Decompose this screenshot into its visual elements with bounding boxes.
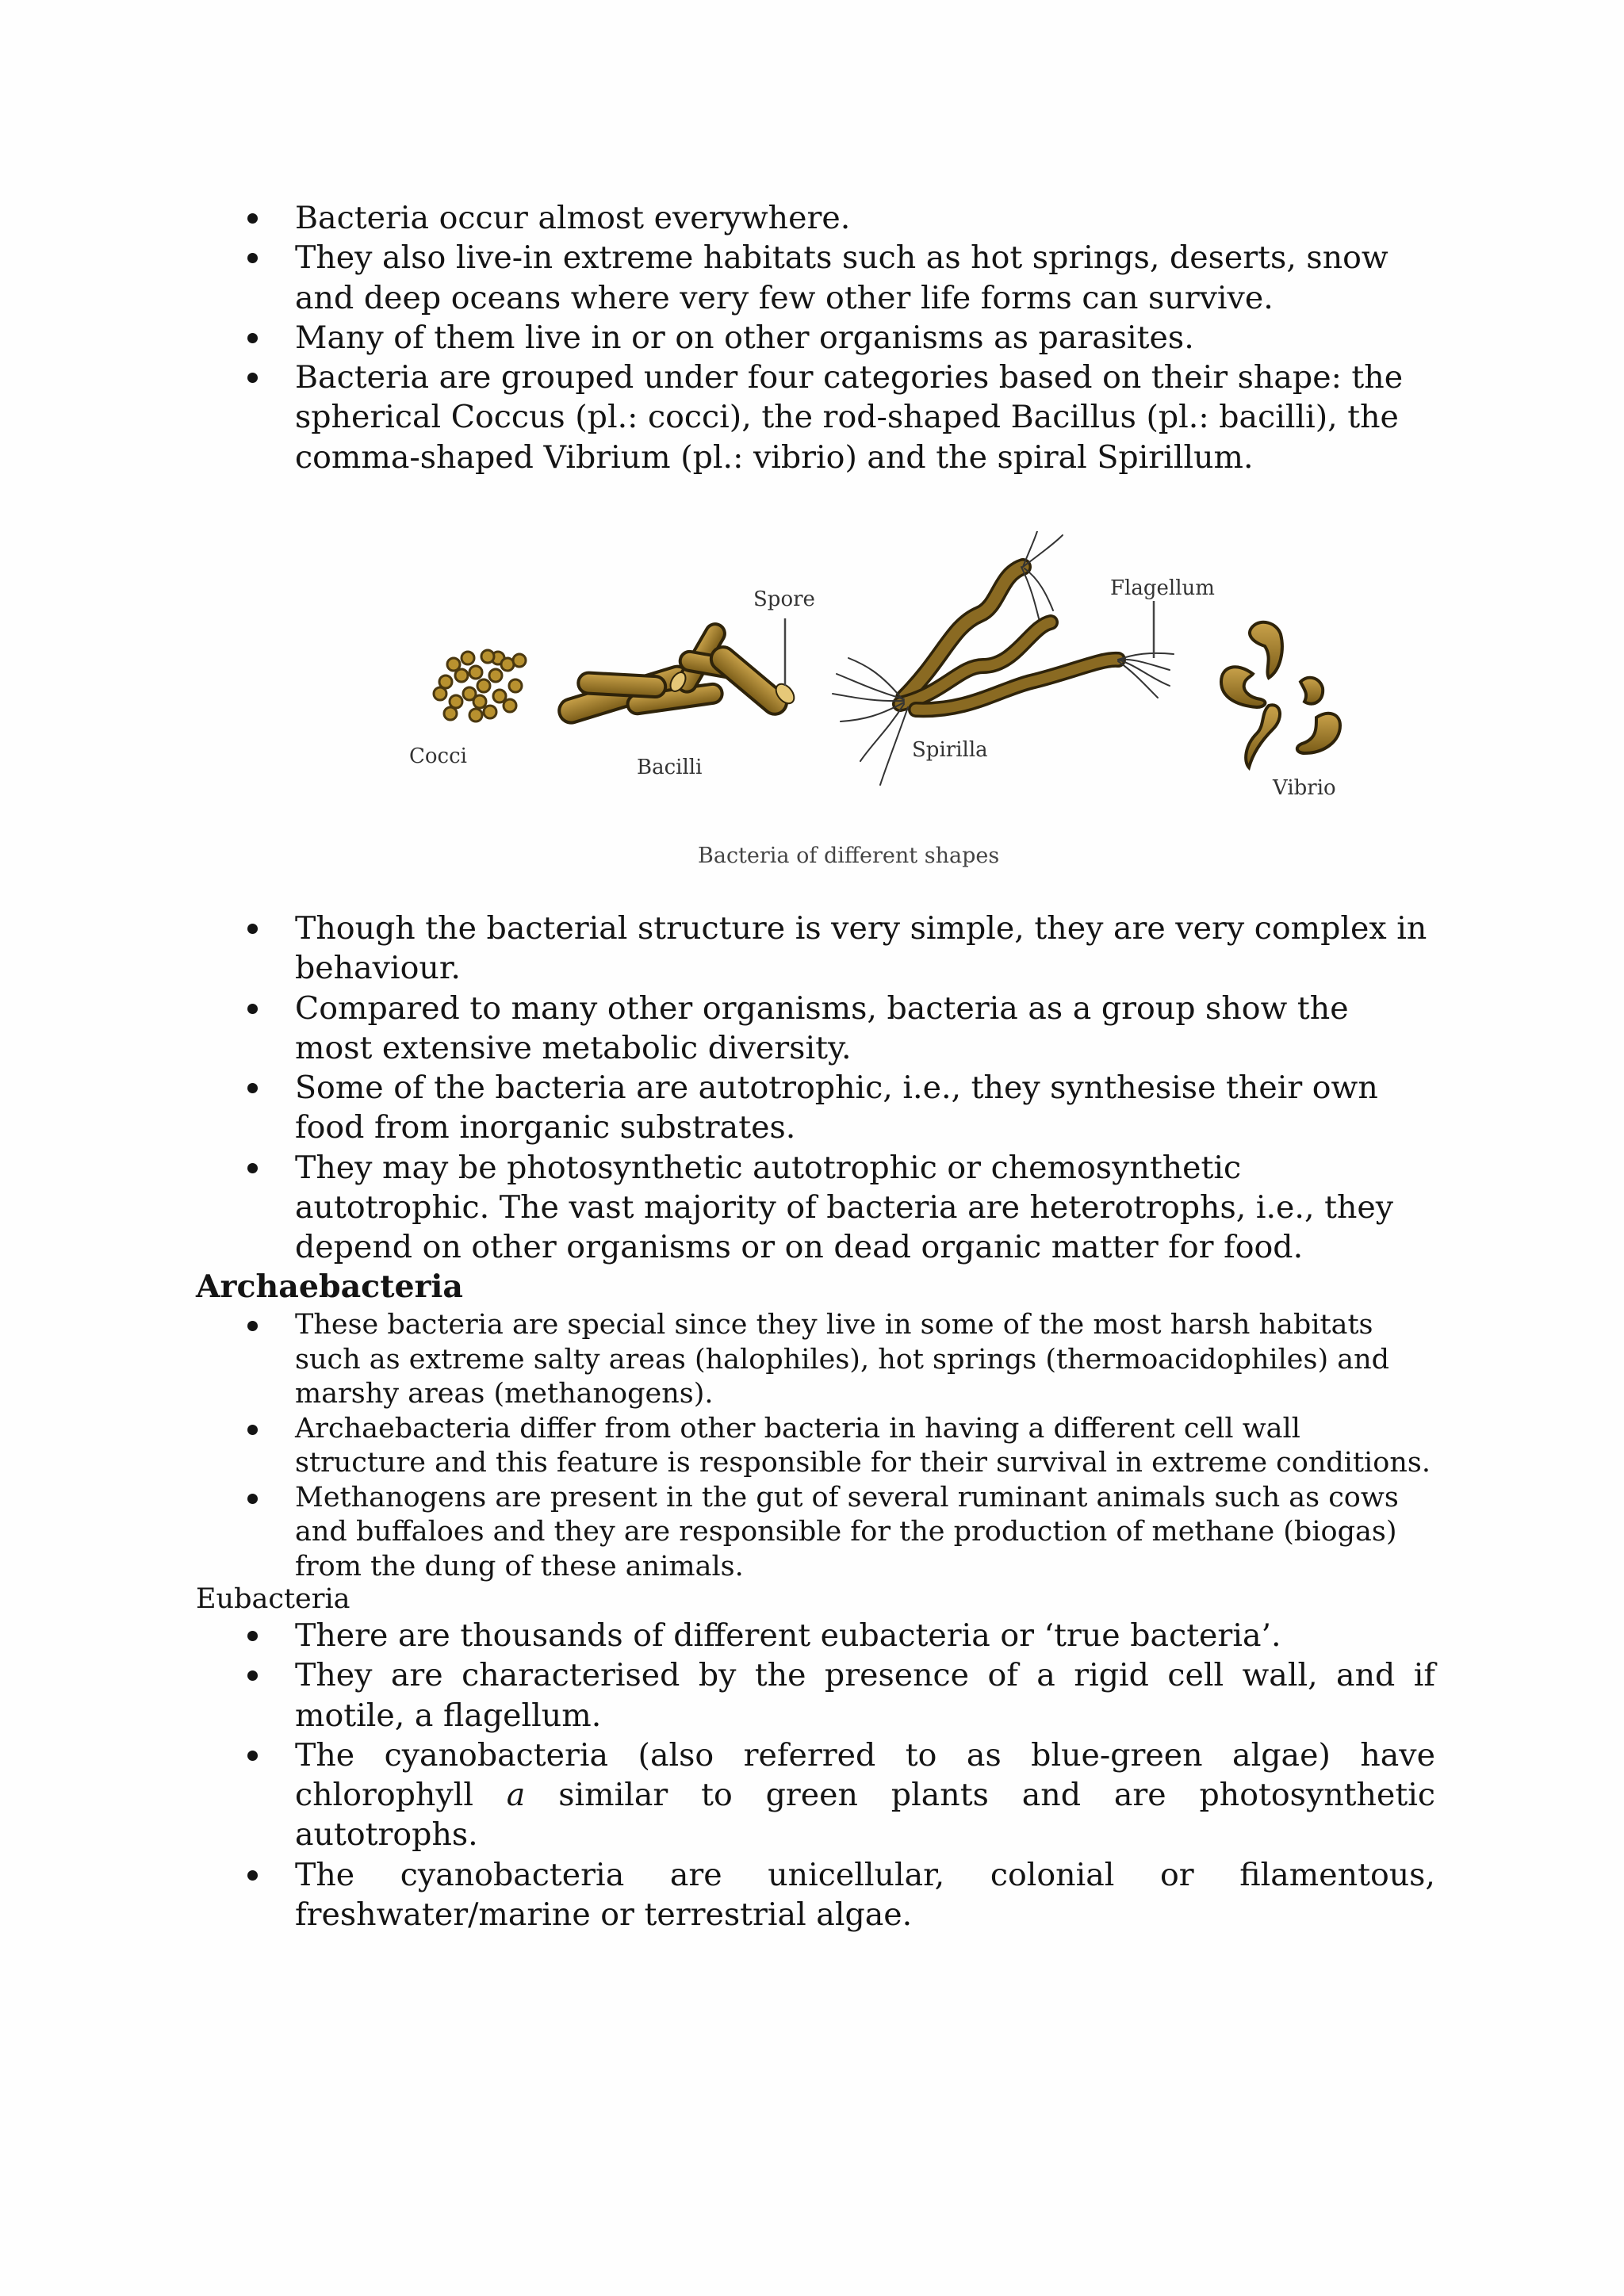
label-spore: Spore	[753, 587, 815, 611]
chlorophyll-a: a	[506, 1777, 526, 1814]
list-item: These bacteria are special since they live in some of the most harsh habitats such as extreme salty areas (halophiles), hot springs (thermoacidophiles) and marshy areas (methanogens).	[238, 1308, 1435, 1412]
bacilli-group	[557, 621, 798, 726]
list-item: Bacteria are grouped under four categories based on their shape: the spherical Coccus (pl.: cocci), the rod-shaped Bacillus (pl.: bacilli), the comma-shaped Vibrium (pl.: vibrio) and the spiral Spirillum.	[238, 358, 1435, 477]
bacteria-behaviour-list	[238, 909, 1435, 1268]
label-spirilla: Spirilla	[912, 738, 988, 762]
archaebacteria-list	[238, 1308, 1435, 1584]
list-item: Archaebacteria differ from other bacteria in having a different cell wall structure and this feature is responsible for their survival in extreme conditions.	[238, 1412, 1435, 1481]
list-item: Though the bacterial structure is very simple, they are very complex in behaviour.	[238, 909, 1435, 989]
bacteria-shapes-figure	[396, 531, 1396, 880]
archaebacteria-heading: Archaebacteria	[196, 1269, 464, 1305]
cyanobacteria-text: The cyanobacteria (also referred to as blue-green algae) have chlorophyll	[295, 1736, 1435, 1814]
list-item	[238, 1735, 1435, 1855]
cyanobacteria-text-rest: similar to green plants and are photosynthetic autotrophs.	[295, 1777, 1435, 1854]
list-item: They may be photosynthetic autotrophic or chemosynthetic autotrophic. The vast majority of bacteria are heterotrophs, i.e., they depend on other organisms or on dead organic matter for food.	[238, 1148, 1435, 1268]
vibrio-group	[1221, 622, 1340, 767]
list-item: Compared to many other organisms, bacteria as a group show the most extensive metabolic diversity.	[238, 989, 1435, 1069]
list-item: There are thousands of different eubacteria or ‘true bacteria’.	[238, 1616, 1435, 1655]
list-item: Many of them live in or on other organisms as parasites.	[238, 318, 1435, 358]
list-item: Some of the bacteria are autotrophic, i.e., they synthesise their own food from inorganic substrates.	[238, 1068, 1435, 1148]
spirilla-group	[833, 531, 1174, 785]
label-cocci: Cocci	[409, 744, 467, 768]
list-item: Methanogens are present in the gut of several ruminant animals such as cows and buffaloes and they are responsible for the production of methane (biogas) from the dung of these animals.	[238, 1481, 1435, 1585]
figure-caption: Bacteria of different shapes	[698, 844, 1000, 868]
eubacteria-heading: Eubacteria	[196, 1583, 350, 1615]
list-item: They also live-in extreme habitats such as hot springs, deserts, snow and deep oceans where very few other life forms can survive.	[238, 238, 1435, 318]
label-vibrio: Vibrio	[1273, 776, 1336, 800]
list-item: They are characterised by the presence of a rigid cell wall, and if motile, a flagellum.	[238, 1655, 1435, 1735]
list-item: Bacteria occur almost everywhere.	[238, 198, 1435, 238]
label-flagellum: Flagellum	[1110, 576, 1215, 600]
list-item: The cyanobacteria are unicellular, colonial or filamentous, freshwater/marine or terrestrial algae.	[238, 1855, 1435, 1935]
eubacteria-list	[238, 1616, 1435, 1934]
bacteria-intro-list	[238, 198, 1435, 477]
bacteria-illustration	[396, 531, 1396, 880]
cocci-cluster	[434, 650, 526, 721]
label-bacilli: Bacilli	[637, 756, 703, 779]
